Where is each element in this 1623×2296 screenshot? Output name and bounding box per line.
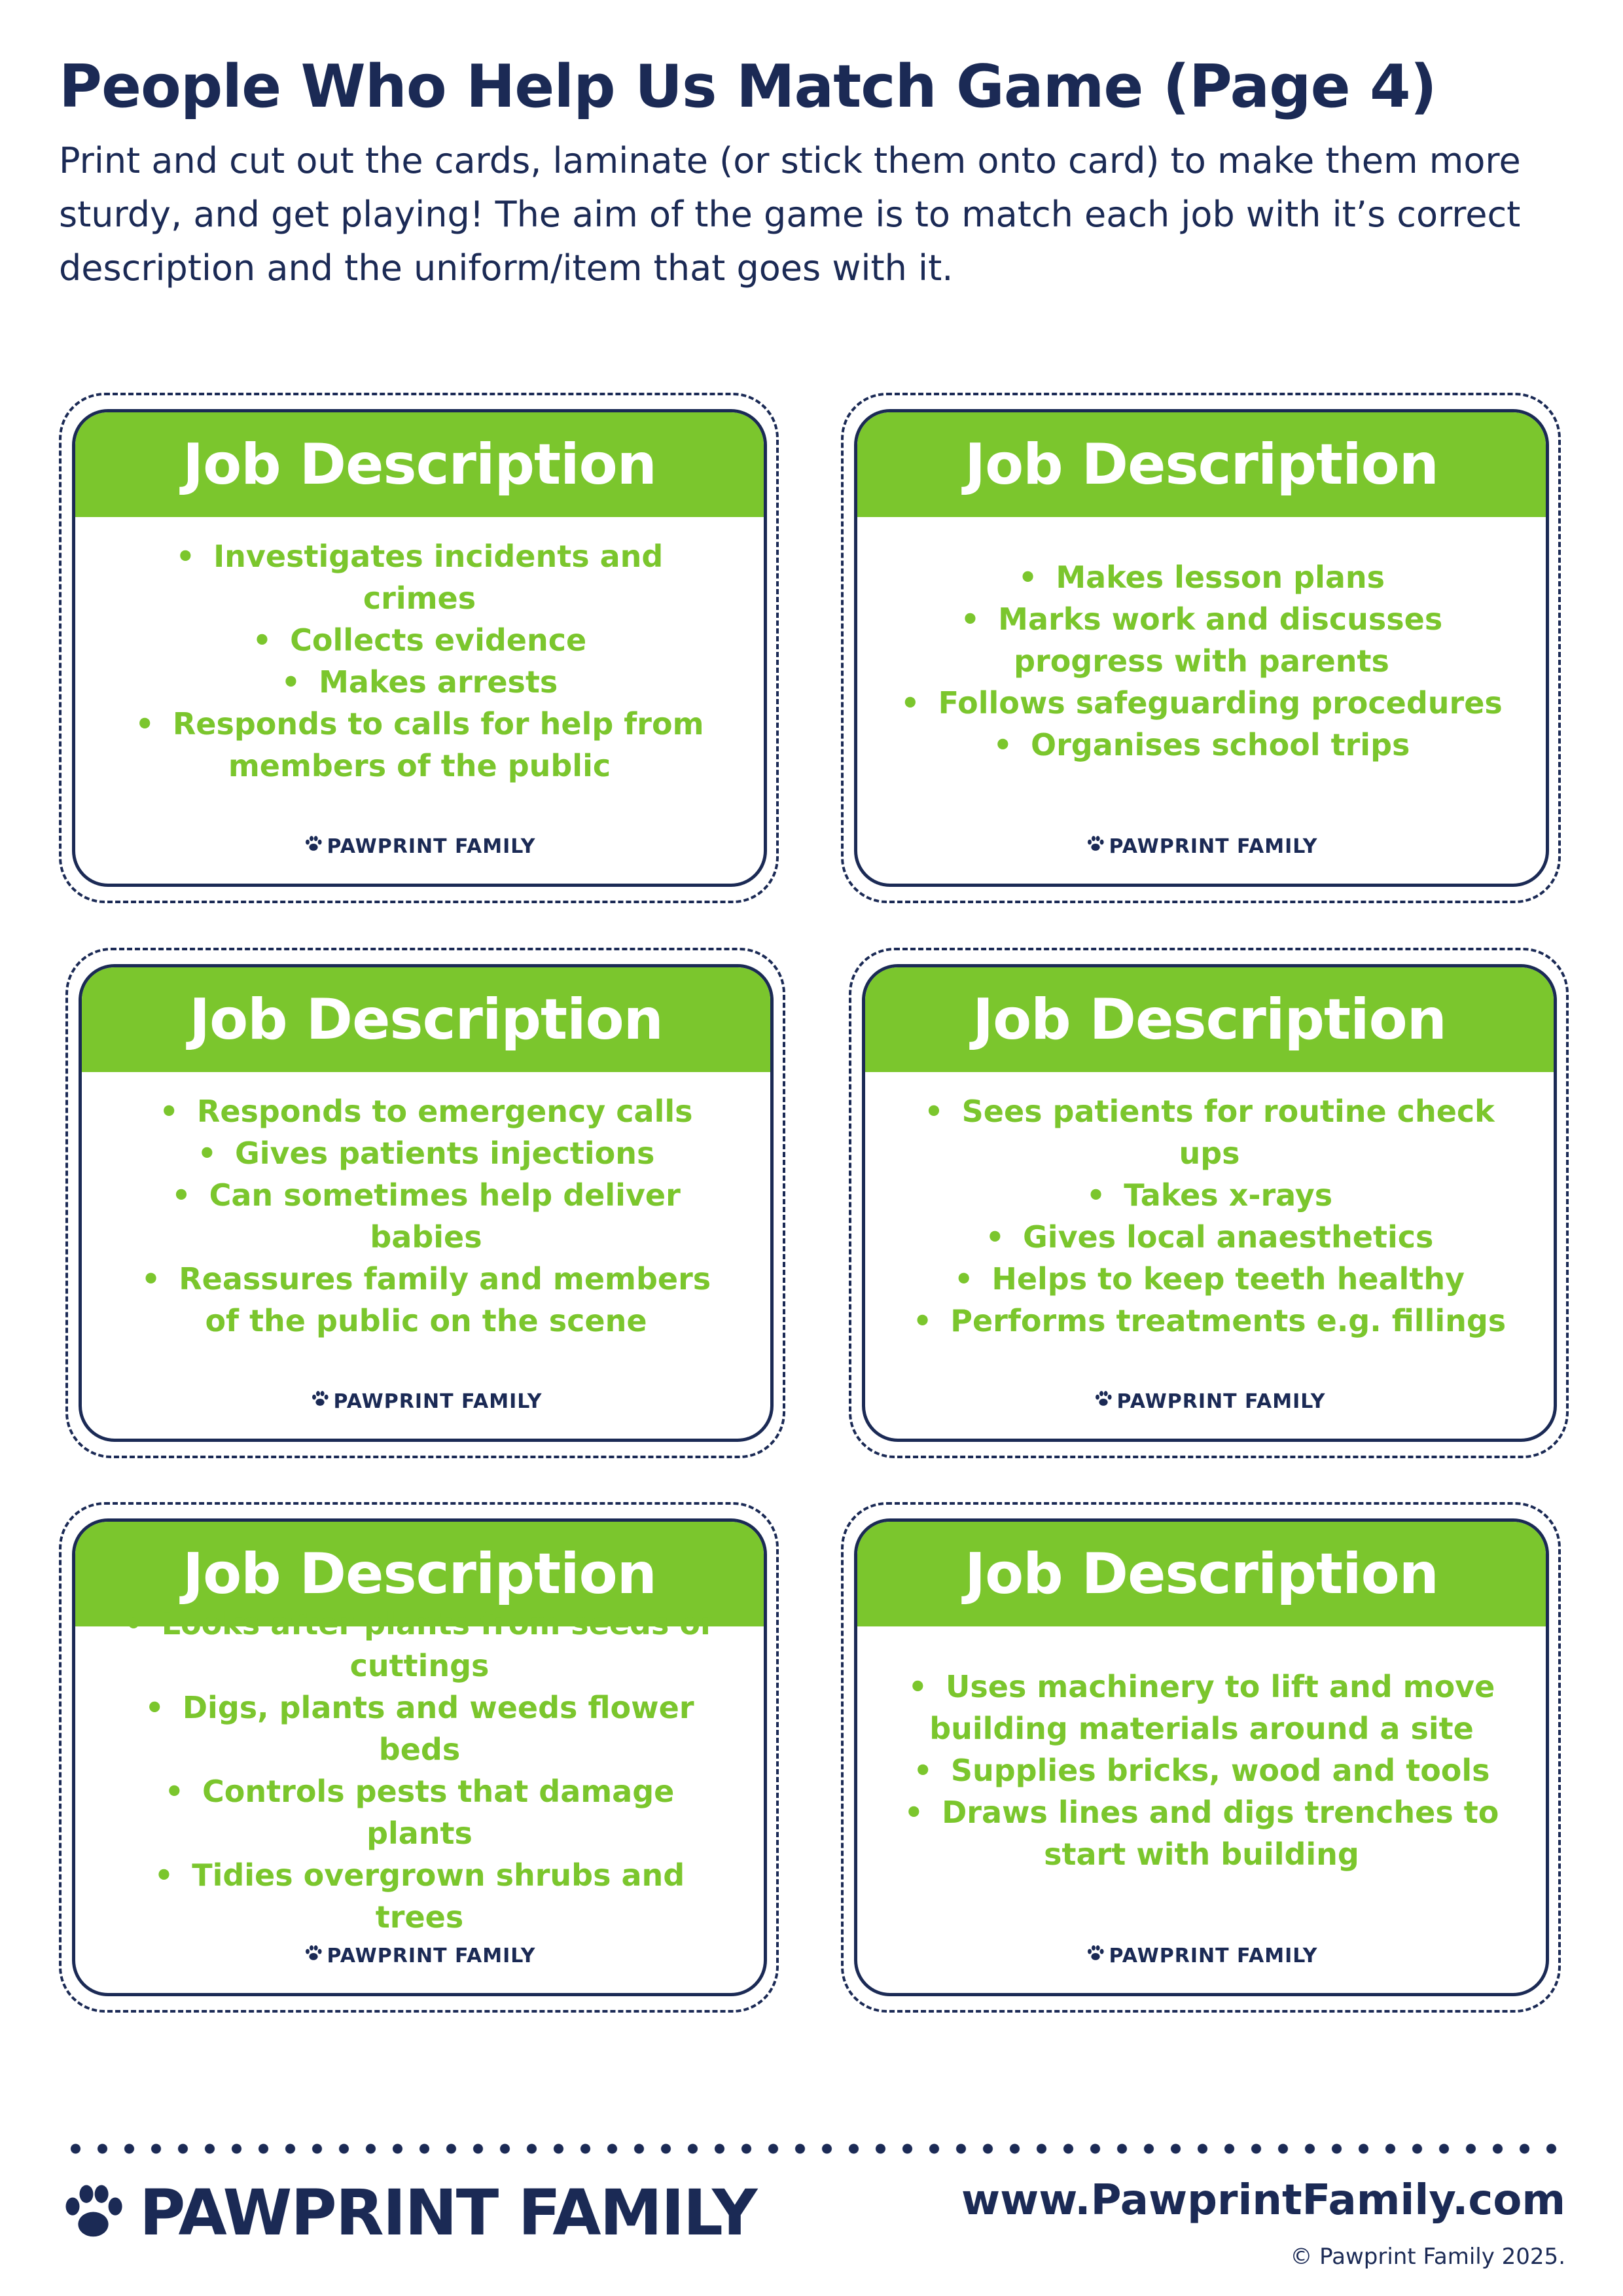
card-body (75, 1606, 764, 1935)
brand-text: PAWPRINT FAMILY (1109, 1944, 1318, 1967)
page-title: People Who Help Us Match Game (Page 4) (59, 52, 1436, 121)
bullet-dot: • (1086, 1177, 1106, 1213)
paw-icon (1086, 1943, 1109, 1968)
card-heading: Job Description (75, 412, 764, 517)
brand-text: PAWPRINT FAMILY (1116, 1390, 1326, 1413)
bullet-list (857, 1666, 1546, 1875)
bullet-text: Tidies overgrown shrubs and trees (192, 1857, 685, 1935)
bullet-text: Marks work and discusses progress with parents (998, 601, 1443, 679)
bullet-item (121, 1258, 731, 1342)
card-body (82, 1072, 770, 1360)
paw-icon (304, 1943, 327, 1968)
bullet-dot: • (1018, 560, 1038, 595)
bullet-dot: • (164, 1774, 185, 1809)
bullet-item (115, 703, 724, 787)
bullet-dot: • (993, 727, 1012, 762)
bullet-dot: • (912, 1303, 933, 1338)
card-heading: Job Description (865, 967, 1554, 1072)
bullet-list (82, 1090, 770, 1342)
intro-text: Print and cut out the cards, laminate (or stick them onto card) to make them more sturdy, and get playing! The aim of the game is to match each job with it’s correct description and the uniform/item that goes with it. (59, 140, 1521, 289)
bullet-item (904, 1258, 1514, 1300)
bullet-dot: • (252, 622, 272, 658)
bullet-text: Makes lesson plans (1056, 560, 1385, 595)
bullet-dot: • (124, 1606, 143, 1641)
bullet-text: Gives patients injections (235, 1136, 655, 1171)
bullet-dot: • (171, 1177, 191, 1213)
brand-text: PAWPRINT FAMILY (333, 1390, 543, 1413)
bullet-dot: • (954, 1261, 974, 1297)
bullet-dot: • (924, 1094, 944, 1129)
card-heading: Job Description (75, 1522, 764, 1626)
bullet-dot: • (908, 1669, 928, 1704)
copyright-text: © Pawprint Family 2025. (1290, 2244, 1565, 2270)
job-card (79, 964, 774, 1442)
bullet-item (897, 598, 1507, 682)
job-card (862, 964, 1557, 1442)
card-brand (857, 834, 1546, 859)
bullet-list (75, 535, 764, 787)
footer-logo-text: PAWPRINT FAMILY (139, 2176, 757, 2250)
bullet-text: Performs treatments e.g. fillings (950, 1303, 1507, 1338)
bullet-item (904, 1174, 1514, 1216)
job-card (854, 1518, 1549, 1996)
bullet-text: Gives local anaesthetics (1023, 1219, 1434, 1255)
bullet-dot: • (197, 1136, 217, 1171)
bullet-dot: • (913, 1753, 933, 1788)
card-body (857, 1626, 1546, 1914)
website-link[interactable]: www.PawprintFamily.com (961, 2176, 1565, 2225)
bullet-dot: • (145, 1690, 164, 1725)
card-brand (82, 1389, 770, 1414)
card-heading: Job Description (82, 967, 770, 1072)
paw-icon (304, 834, 327, 859)
bullet-item (121, 1090, 731, 1132)
bullet-text: Collects evidence (290, 622, 587, 658)
bullet-text: Responds to calls for help from members of the public (172, 706, 704, 783)
card-brand (75, 1943, 764, 1968)
card-brand (865, 1389, 1554, 1414)
card-brand (857, 1943, 1546, 1968)
bullet-item (897, 1749, 1507, 1791)
paw-icon (1094, 1389, 1117, 1414)
bullet-text: Reassures family and members of the public on the scene (179, 1261, 711, 1338)
bullet-item (897, 1666, 1507, 1749)
bullet-item (904, 1300, 1514, 1342)
bullet-text: Responds to emergency calls (196, 1094, 693, 1129)
bullet-item (115, 1770, 724, 1854)
bullet-text: Digs, plants and weeds flower beds (182, 1690, 694, 1767)
dotted-divider (62, 2144, 1567, 2154)
job-card (854, 409, 1549, 887)
bullet-item (115, 535, 724, 619)
bullet-text: Supplies bricks, wood and tools (950, 1753, 1490, 1788)
bullet-item (904, 1216, 1514, 1258)
bullet-item (897, 1791, 1507, 1875)
bullet-item (897, 556, 1507, 598)
bullet-list (865, 1090, 1554, 1342)
bullet-item (115, 1687, 724, 1770)
job-card (72, 1518, 767, 1996)
bullet-dot: • (985, 1219, 1005, 1255)
bullet-dot: • (901, 685, 920, 721)
bullet-dot: • (960, 601, 980, 637)
card-heading: Job Description (857, 412, 1546, 517)
bullet-text: Sees patients for routine check ups (961, 1094, 1495, 1171)
bullet-dot: • (141, 1261, 161, 1297)
brand-text: PAWPRINT FAMILY (1109, 834, 1318, 858)
bullet-text: Can sometimes help deliver babies (209, 1177, 681, 1255)
bullet-item (897, 724, 1507, 766)
bullet-dot: • (281, 664, 301, 700)
bullet-item (115, 619, 724, 661)
bullet-text: Helps to keep teeth healthy (991, 1261, 1465, 1297)
bullet-item (897, 682, 1507, 724)
card-body (75, 517, 764, 805)
bullet-text: Investigates incidents and crimes (213, 539, 664, 616)
bullet-item (115, 1854, 724, 1938)
bullet-text: Takes x-rays (1124, 1177, 1333, 1213)
bullet-dot: • (904, 1795, 924, 1830)
card-body (865, 1072, 1554, 1360)
bullet-text: Controls pests that damage plants (202, 1774, 675, 1851)
bullet-item (904, 1090, 1514, 1174)
bullet-dot: • (135, 706, 154, 742)
bullet-dot: • (175, 539, 196, 574)
bullet-item (115, 661, 724, 703)
brand-text: PAWPRINT FAMILY (327, 834, 536, 858)
bullet-item (121, 1174, 731, 1258)
card-body (857, 517, 1546, 805)
bullet-item (121, 1132, 731, 1174)
job-card (72, 409, 767, 887)
bullet-item (115, 1603, 724, 1687)
bullet-list (857, 556, 1546, 766)
bullet-dot: • (154, 1857, 174, 1893)
bullet-dot: • (159, 1094, 179, 1129)
footer-logo (59, 2176, 757, 2250)
bullet-text: Uses machinery to lift and move building materials around a site (929, 1669, 1495, 1746)
bullet-text: Looks after plants from seeds or cuttings (161, 1606, 715, 1683)
bullet-list (75, 1603, 764, 1938)
bullet-text: Follows safeguarding procedures (938, 685, 1503, 721)
bullet-text: Draws lines and digs trenches to start with building (942, 1795, 1499, 1872)
paw-icon (1086, 834, 1109, 859)
paw-icon (59, 2178, 128, 2249)
paw-icon (310, 1389, 334, 1414)
brand-text: PAWPRINT FAMILY (327, 1944, 536, 1967)
card-brand (75, 834, 764, 859)
card-heading: Job Description (857, 1522, 1546, 1626)
bullet-text: Makes arrests (319, 664, 558, 700)
bullet-text: Organises school trips (1031, 727, 1410, 762)
